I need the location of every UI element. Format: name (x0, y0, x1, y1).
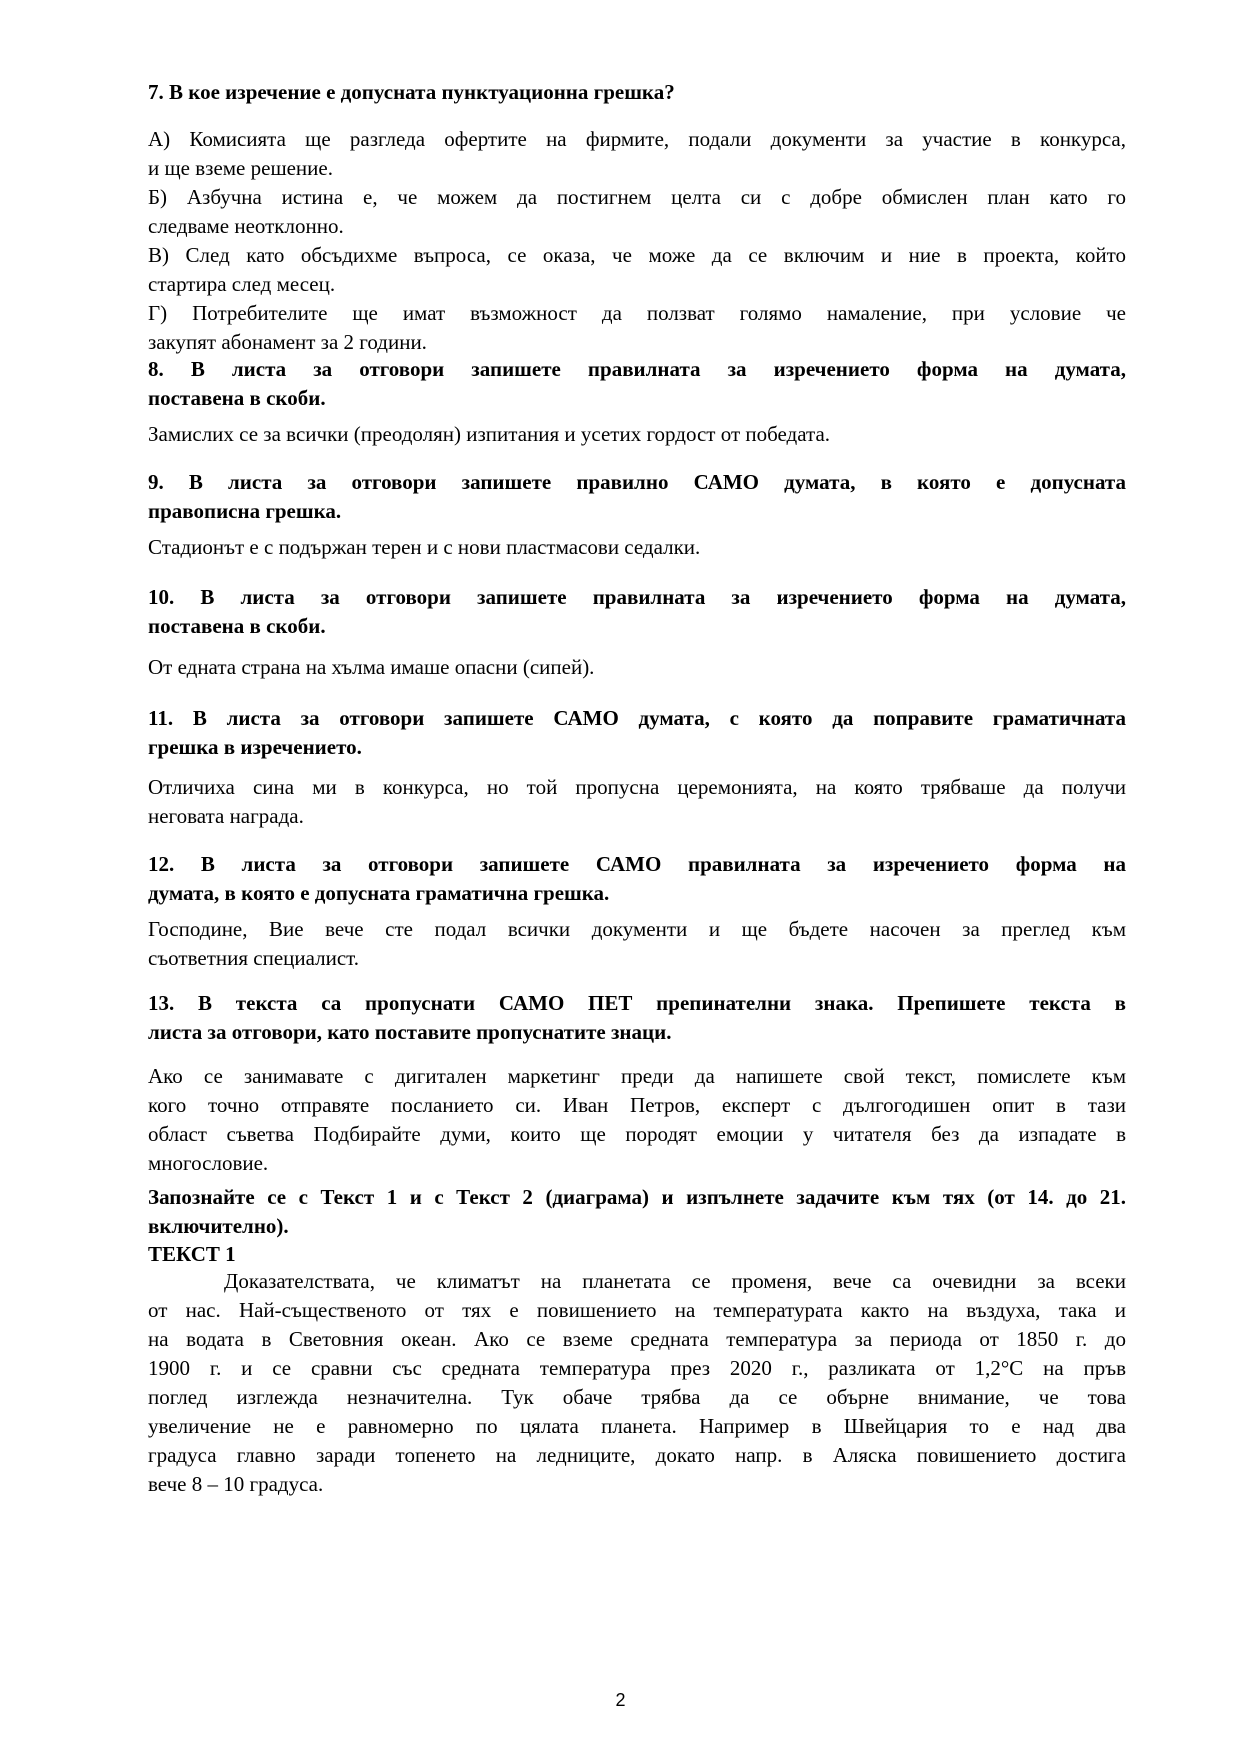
question-12-title (148, 850, 1126, 908)
text-1-line-2: от нас. Най-същественото от тях е повишението на температурата както на въздуха, така и (148, 1298, 1126, 1322)
question-8-sentence (148, 420, 1126, 449)
question-13-text-line-2: кого точно отправяте посланието си. Иван Петров, експерт с дългогодишен опит в тази (148, 1093, 1126, 1117)
question-13-title (148, 989, 1126, 1047)
question-13-text-line-4: многословие. (148, 1151, 269, 1175)
texts-instruction (148, 1183, 1126, 1241)
text-1-line-5: поглед изглежда незначителна. Тук обаче трябва да се обърне внимание, че това (148, 1385, 1126, 1409)
question-8-title-line-2: поставена в скоби. (148, 386, 326, 410)
question-9-title (148, 468, 1126, 526)
question-10-title-line-1: 10. В листа за отговори запишете правилната за изречението форма на думата, (148, 585, 1126, 609)
question-13-text-line-1: Ако се занимавате с дигитален маркетинг преди да напишете свой текст, помислете към (148, 1064, 1126, 1088)
question-13-text-line-3: област съветва Подбирайте думи, които ще породят емоции у читателя без да изпадате в (148, 1122, 1126, 1146)
text-1-line-6: увеличение не е равномерно по цялата планета. Например в Швейцария то е над два (148, 1414, 1126, 1438)
question-10-sentence (148, 653, 1126, 682)
text-1-line-7: градуса главно заради топенето на ледниците, докато напр. в Аляска повишението достига (148, 1443, 1126, 1467)
question-11-sentence (148, 773, 1126, 831)
option-c-line-1: В) След като обсъдихме въпроса, се оказа, че може да се включим и ние в проекта, който (148, 243, 1126, 267)
question-12-sentence-line-2: съответния специалист. (148, 946, 360, 970)
text-1-heading (148, 1240, 1126, 1269)
question-7-title (148, 78, 1126, 107)
question-11-sentence-line-1: Отличиха сина ми в конкурса, но той пропусна церемонията, на която трябваше да получи (148, 775, 1126, 799)
question-7-title-text: 7. В кое изречение е допусната пунктуационна грешка? (148, 80, 675, 104)
text-1-heading-text: ТЕКСТ 1 (148, 1242, 236, 1266)
question-11-title-line-1: 11. В листа за отговори запишете САМО думата, с която да поправите граматичната (148, 706, 1126, 730)
question-9-sentence-text: Стадионът е с подържан терен и с нови пластмасови седалки. (148, 535, 701, 559)
question-10-sentence-text: От едната страна на хълма имаше опасни (сипей). (148, 655, 595, 679)
option-a-line-2: и ще вземе решение. (148, 156, 333, 180)
option-b-line-1: Б) Азбучна истина е, че можем да постигнем целта си с добре обмислен план като го (148, 185, 1126, 209)
text-1-line-3: на водата в Световния океан. Ако се вземе средната температура за периода от 1850 г. до (148, 1327, 1126, 1351)
question-8-title (148, 355, 1126, 413)
question-12-sentence-line-1: Господине, Вие вече сте подал всички документи и ще бъдете насочен за преглед към (148, 917, 1126, 941)
text-1-body (148, 1267, 1126, 1499)
question-8-title-line-1: 8. В листа за отговори запишете правилната за изречението форма на думата, (148, 357, 1126, 381)
texts-instruction-line-2: включително). (148, 1214, 289, 1238)
texts-instruction-line-1: Запознайте се с Текст 1 и с Текст 2 (диаграма) и изпълнете задачите към тях (от 14. до 21. (148, 1185, 1126, 1209)
question-12-title-line-1: 12. В листа за отговори запишете САМО правилната за изречението форма на (148, 852, 1126, 876)
question-8-sentence-text: Замислих се за всички (преодолян) изпитания и усетих гордост от победата. (148, 422, 831, 446)
question-11-title-line-2: грешка в изречението. (148, 735, 362, 759)
question-12-title-line-2: думата, в която е допусната граматична грешка. (148, 881, 610, 905)
option-d-line-1: Г) Потребителите ще имат възможност да ползват голямо намаление, при условие че (148, 301, 1126, 325)
text-1-line-1: Доказателствата, че климатът на планетата се променя, вече са очевидни за всеки (224, 1269, 1126, 1293)
question-10-title (148, 583, 1126, 641)
question-13-title-line-1: 13. В текста са пропуснати САМО ПЕТ препинателни знака. Препишете текста в (148, 991, 1126, 1015)
question-11-sentence-line-2: неговата награда. (148, 804, 304, 828)
question-9-title-line-1: 9. В листа за отговори запишете правилно САМО думата, в която е допусната (148, 470, 1126, 494)
text-1-line-4: 1900 г. и се сравни със средната температура през 2020 г., разликата от 1,2°С на пръв (148, 1356, 1126, 1380)
question-9-sentence (148, 533, 1126, 562)
option-d-line-2: закупят абонамент за 2 години. (148, 330, 427, 354)
question-7-options (148, 125, 1126, 357)
question-10-title-line-2: поставена в скоби. (148, 614, 326, 638)
page-number: 2 (615, 1690, 626, 1710)
question-13-text (148, 1062, 1126, 1178)
question-11-title (148, 704, 1126, 762)
question-9-title-line-2: правописна грешка. (148, 499, 342, 523)
question-13-title-line-2: листа за отговори, като поставите пропуснатите знаци. (148, 1020, 672, 1044)
option-a-line-1: А) Комисията ще разгледа офертите на фирмите, подали документи за участие в конкурса, (148, 127, 1126, 151)
question-12-sentence (148, 915, 1126, 973)
text-1-line-8: вече 8 – 10 градуса. (148, 1472, 324, 1496)
option-b-line-2: следваме неотклонно. (148, 214, 344, 238)
option-c-line-2: стартира след месец. (148, 272, 336, 296)
